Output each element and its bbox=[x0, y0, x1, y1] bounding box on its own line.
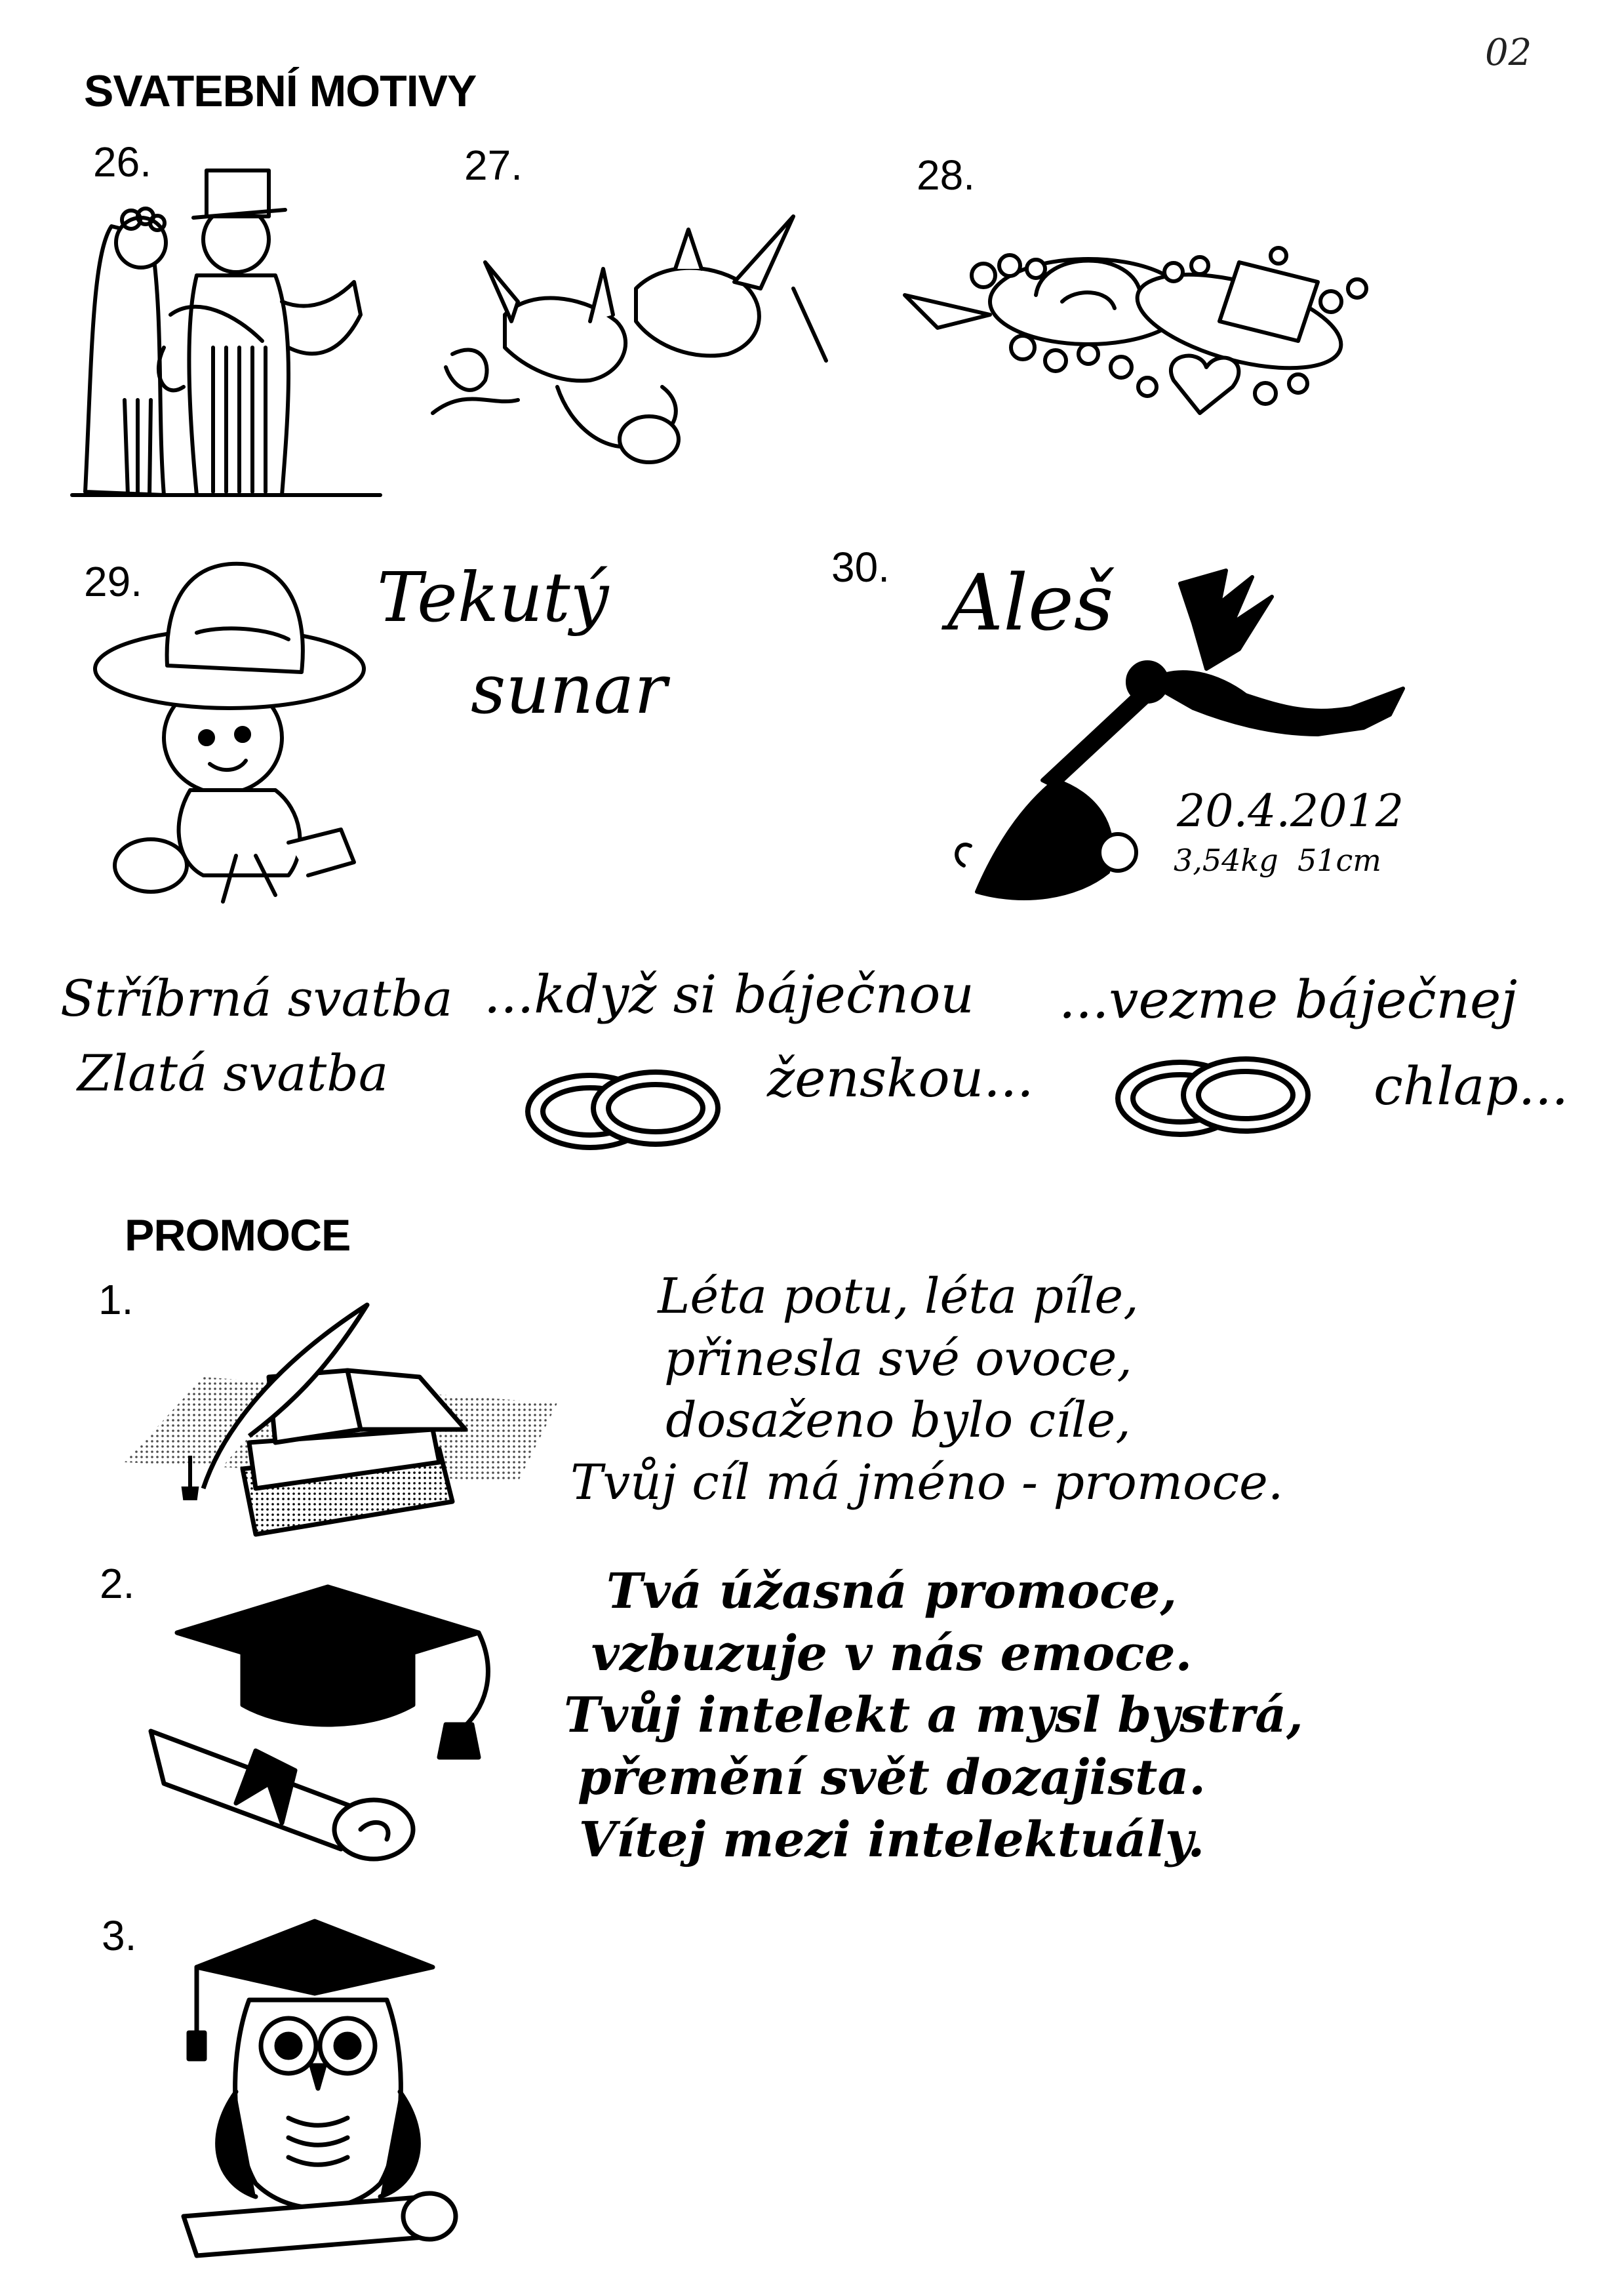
mortarboard-diploma-illustration bbox=[144, 1587, 511, 1869]
poem-1-line: přinesla své ovoce, bbox=[664, 1330, 1132, 1387]
poem-2-line: přemění svět dozajista. bbox=[577, 1749, 1206, 1806]
item-number-2: 2. bbox=[100, 1560, 135, 1607]
owl-graduate-illustration bbox=[177, 1921, 459, 2269]
doves-illustration bbox=[426, 190, 885, 485]
poem-2-line: vzbuzuje v nás emoce. bbox=[591, 1625, 1193, 1682]
birth-stats: 3,54kg 51cm bbox=[1174, 843, 1381, 878]
item-number-30: 30. bbox=[831, 544, 890, 591]
books-quill-illustration bbox=[125, 1298, 557, 1561]
item-number-1: 1. bbox=[98, 1276, 134, 1323]
anniversary-silver: Stříbrná svatba bbox=[60, 969, 453, 1028]
poem-1-line: Léta potu, léta píle, bbox=[658, 1268, 1139, 1325]
phrase-b-line1: ...vezme báječnej bbox=[1059, 969, 1518, 1030]
birth-date: 20.4.2012 bbox=[1177, 786, 1404, 837]
item-number-26: 26. bbox=[93, 138, 151, 186]
poem-2-line: Tvůj intelekt a mysl bystrá, bbox=[564, 1687, 1303, 1744]
wedding-rings-icon bbox=[1115, 1049, 1311, 1141]
poem-2 bbox=[564, 1561, 1303, 1871]
poem-1 bbox=[570, 1266, 1284, 1514]
anniversary-gold: Zlatá svatba bbox=[77, 1044, 389, 1102]
baby-name: Aleš bbox=[947, 557, 1114, 648]
wedding-rings-icon bbox=[525, 1062, 721, 1154]
poem-2-line: Vítej mezi intelektuály. bbox=[578, 1811, 1205, 1868]
item-number-28: 28. bbox=[917, 151, 975, 199]
section-title-graduation: PROMOCE bbox=[125, 1210, 351, 1260]
phrase-b-line2: chlap... bbox=[1374, 1056, 1569, 1117]
page-note: 02 bbox=[1485, 31, 1532, 74]
item-number-29: 29. bbox=[84, 558, 142, 605]
hats-flowers-heart-illustration bbox=[898, 230, 1383, 426]
poem-2-line: Tvá úžasná promoce, bbox=[606, 1563, 1178, 1620]
phrase-a-line1: ...když si báječnou bbox=[484, 964, 974, 1025]
poem-1-line: Tvůj cíl má jméno - promoce. bbox=[570, 1454, 1284, 1511]
poem-1-line: dosaženo bylo cíle, bbox=[665, 1392, 1131, 1449]
item-number-3: 3. bbox=[102, 1912, 137, 1959]
bride-groom-illustration bbox=[66, 164, 393, 505]
baby-cowboy-illustration bbox=[92, 548, 380, 915]
caption-sunar: sunar bbox=[471, 649, 667, 729]
phrase-a-line2: ženskou... bbox=[767, 1048, 1034, 1109]
caption-tekuty: Tekutý bbox=[377, 557, 609, 637]
item-number-27: 27. bbox=[464, 142, 523, 189]
section-title-wedding: SVATEBNÍ MOTIVY bbox=[84, 66, 477, 116]
